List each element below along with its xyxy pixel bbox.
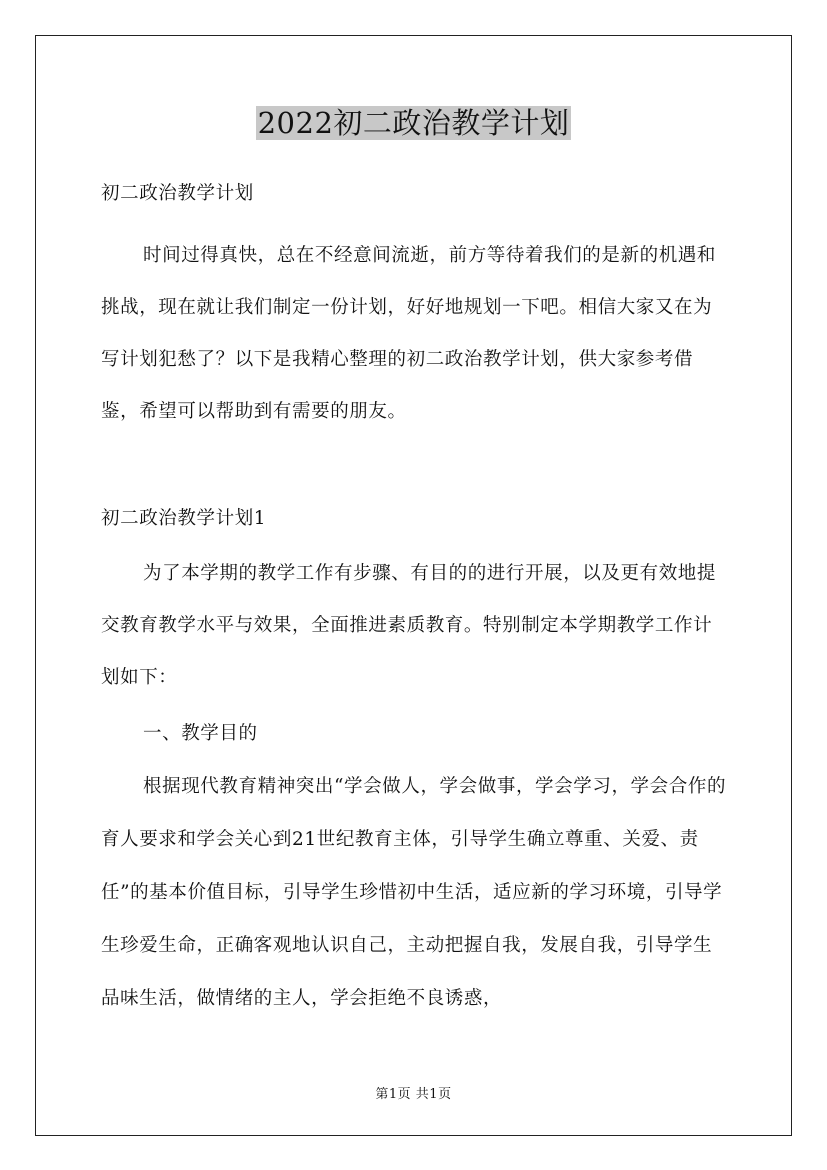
document-title-text: 2022初二政治教学计划 — [257, 106, 570, 140]
section1-body-paragraph: 根据现代教育精神突出“学会做人，学会做事，学会学习，学会合作的育人要求和学会关心到21世纪教育主体，引导学生确立尊重、关爱、责任”的基本价值目标，引导学生珍惜初中生活，适应新的学习环境，引导学生珍爱生命，正确客观地认识自己，主动把握自我，发展自我，引导学生品味生活，做情绪的主人，学会拒绝不良诱惑， — [101, 776, 727, 1009]
page-footer: 第1页 共1页 — [375, 1087, 452, 1102]
section1-paragraph: 为了本学期的教学工作有步骤、有目的的进行开展，以及更有效地提交教育教学水平与效果，全面推进素质教育。特别制定本学期教学工作计划如下： — [101, 563, 717, 688]
section1-heading: 初二政治教学计划1 — [101, 508, 267, 529]
document-title — [0, 101, 827, 145]
intro-paragraph: 时间过得真快，总在不经意间流逝，前方等待着我们的是新的机遇和挑战，现在就让我们制定一份计划，好好地规划一下吧。相信大家又在为写计划犯愁了？以下是我精心整理的初二政治教学计划，供大家参考借鉴，希望可以帮助到有需要的朋友。 — [101, 245, 717, 422]
document-subtitle: 初二政治教学计划 — [101, 183, 254, 204]
section1-subheading: 一、教学目的 — [143, 723, 258, 744]
